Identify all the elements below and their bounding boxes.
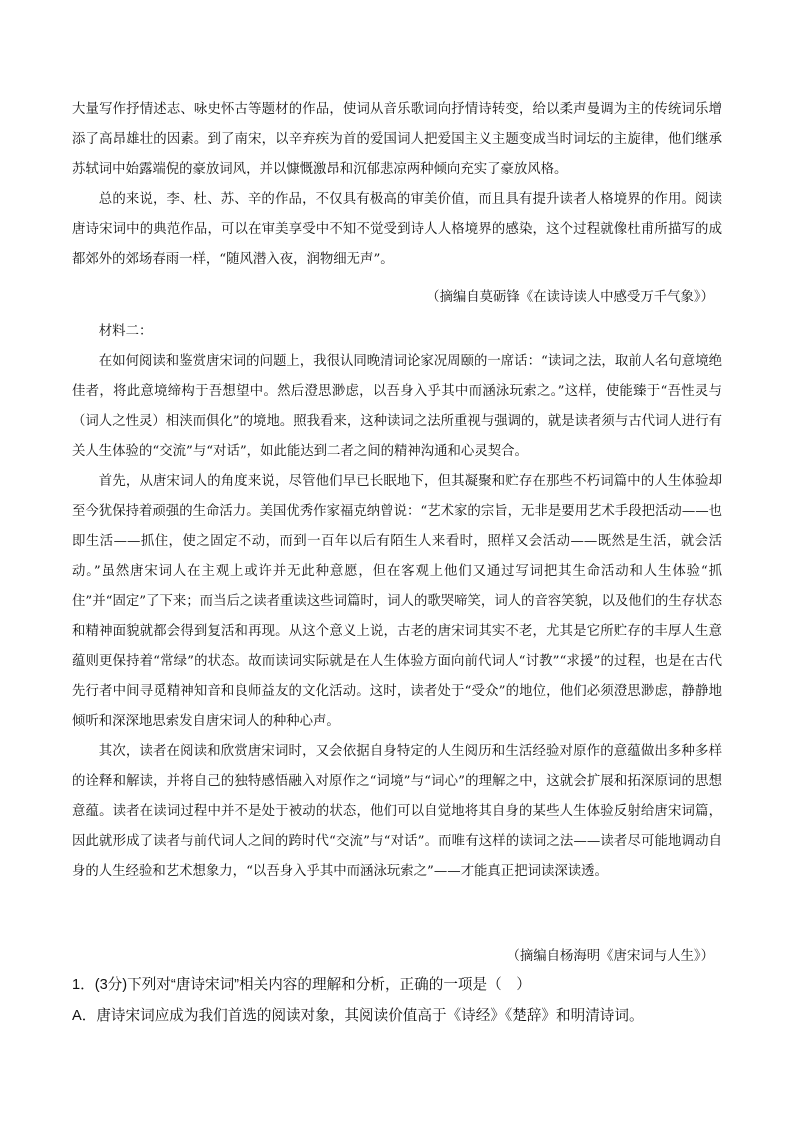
question-stem: 1．(3分)下列对“唐诗宋词”相关内容的理解和分析，正确的一项是（ ） <box>72 977 531 993</box>
paragraph: 首先，从唐宋词人的角度来说，尽管他们早已长眠地下，但其凝聚和贮存在那些不朽词篇中的人生体验却至今犹保持着顽强的生命活力。美国优秀作家福克纳曾说：“艺术家的宗旨，无非是要用艺术手段把活动——也即生活——抓住，使之固定不动，而到一百年以后有陌生人来看时，照样又会活动——既然是生活，就会活动。”虽然唐宋词人在主观上或许并无此种意愿，但在客观上他们又通过写词把其生命活动和人生体验“抓住”并“固定”了下来；而当后之读者重读这些词篇时，词人的歌哭啼笑，词人的音容笑貌，以及他们的生存状态和精神面貌就都会得到复活和再现。从这个意义上说，古老的唐宋词其实不老，尤其是它所贮存的丰厚人生意蕴则更保持着“常绿”的状态。故而读词实际就是在人生体验方面向前代词人“讨教”“求援”的过程，也是在古代先行者中间寻觅精神知音和良师益友的文化活动。这时，读者处于“受众”的地位，他们必须澄思渺虑，静静地倾听和深深地思索发自唐宋词人的种种心声。 <box>72 474 722 729</box>
material-1-source: （摘编自莫砺锋《在读诗读人中感受万千气象》） <box>426 290 714 305</box>
material-2-source: （摘编自杨海明《唐宋词与人生》） <box>506 949 714 964</box>
material-1-text <box>72 95 722 275</box>
paragraph: 其次，读者在阅读和欣赏唐宋词时，又会依据自身特定的人生阅历和生活经验对原作的意蕴做出多种多样的诠释和解读，并将自己的独特感悟融入对原作之“词境”与“词心”的理解之中，这就会扩展和拓深原词的思想意蕴。读者在读词过程中并不是处于被动的状态，他们可以自觉地将其自身的某些人生体验反射给唐宋词篇，因此就形成了读者与前代词人之间的跨时代“交流”与“对话”。而唯有这样的读词之法——读者尽可能地调动自身的人生经验和艺术想象力，“以吾身入乎其中而涵泳玩索之”——才能真正把词读深读透。 <box>72 744 722 879</box>
paragraph: 总的来说，李、杜、苏、辛的作品，不仅具有极高的审美价值，而且具有提升读者人格境界的作用。阅读唐诗宋词中的典范作品，可以在审美享受中不知不觉受到诗人人格境界的感染，这个过程就像杜甫所描写的成都郊外的郊场春雨一样，“随风潜入夜，润物细无声”。 <box>72 192 722 267</box>
material-2-heading: 材料二： <box>98 324 153 339</box>
paragraph: 大量写作抒情述志、咏史怀古等题材的作品，使词从音乐歌词向抒情诗转变，给以柔声曼调为主的传统词乐增添了高昂雄壮的因素。到了南宋，以辛弃疾为首的爱国词人把爱国主义主题变成当时词坛的主旋律，他们继承苏轼词中始露端倪的豪放词风，并以慷慨激昂和沉郁悲凉两种倾向充实了豪放风格。 <box>72 102 722 177</box>
option-a: A．唐诗宋词应成为我们首选的阅读对象，其阅读价值高于《诗经》《楚辞》和明清诗词。 <box>72 1008 644 1024</box>
paragraph: 在如何阅读和鉴赏唐宋词的问题上，我很认同晚清词论家况周颐的一席话：“读词之法，取前人名句意境绝佳者，将此意境缔构于吾想望中。然后澄思渺虑，以吾身入乎其中而涵泳玩索之。”这样，使能臻于“吾性灵与（词人之性灵）相浃而俱化”的境地。照我看来，这种读词之法所重视与强调的，就是读者须与古代词人进行有关人生体验的“交流”与“对话”，如此能达到二者之间的精神沟通和心灵契合。 <box>72 354 722 459</box>
material-2-text <box>72 317 722 887</box>
